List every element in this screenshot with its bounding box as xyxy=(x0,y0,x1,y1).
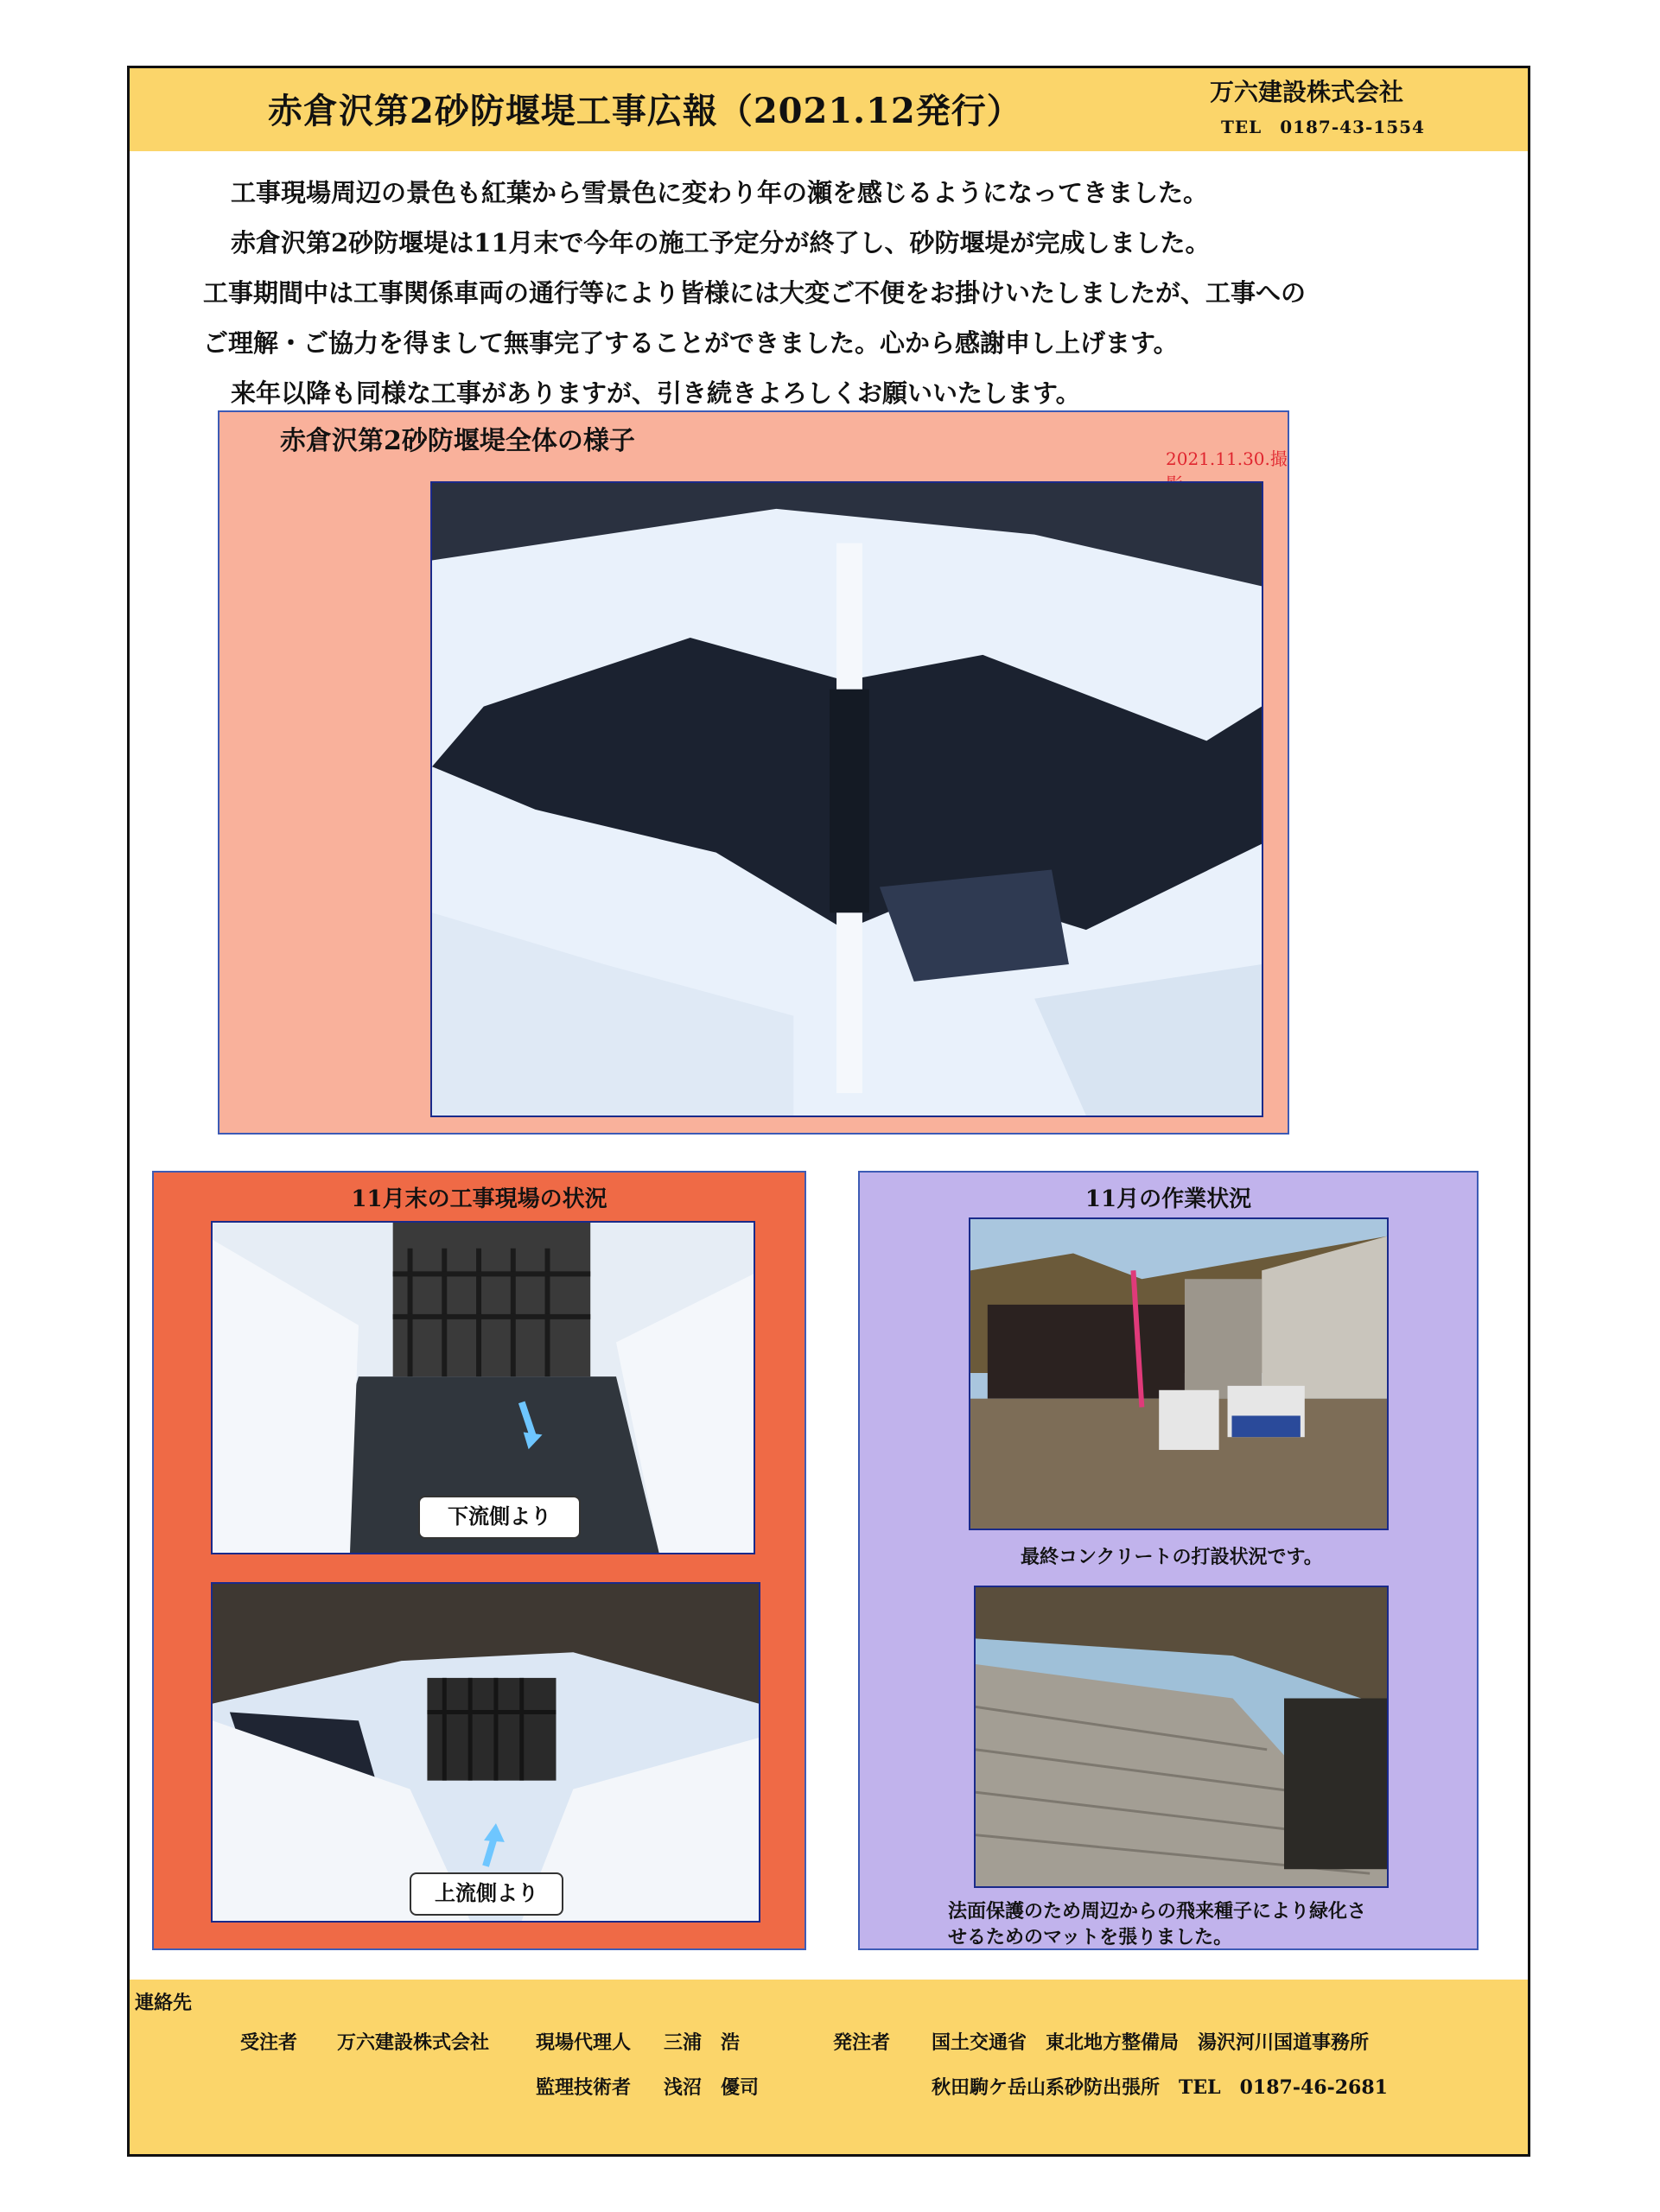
panel-title-site: 11月末の工事現場の状況 xyxy=(351,1186,607,1212)
client-label: 発注者 xyxy=(833,2031,891,2054)
contact-footer xyxy=(130,1980,1528,2154)
engineer-label: 監理技術者 xyxy=(536,2076,632,2099)
page-title: 赤倉沢第2砂防堰堤工事広報（2021.12発行） xyxy=(268,91,1022,131)
work-status-panel xyxy=(858,1171,1479,1950)
concrete-pouring-photo xyxy=(969,1217,1389,1530)
caption-mat-line2: せるためのマットを張りました。 xyxy=(948,1926,1233,1948)
slope-mat-photo xyxy=(974,1586,1389,1888)
intro-line: 赤倉沢第2砂防堰堤は11月末で今年の施工予定分が終了し、砂防堰堤が完成しました。 xyxy=(231,228,1211,257)
header-band xyxy=(130,68,1528,151)
contractor-label: 受注者 xyxy=(240,2031,298,2054)
contact-label: 連絡先 xyxy=(135,1992,193,2014)
caption-concrete: 最終コンクリートの打設状況です。 xyxy=(1021,1546,1323,1568)
label-downstream: 下流側より xyxy=(418,1496,581,1539)
client-org: 国土交通省 東北地方整備局 湯沢河川国道事務所 xyxy=(932,2031,1370,2054)
intro-text xyxy=(203,168,1465,418)
contractor-name: 万六建設株式会社 xyxy=(337,2031,490,2054)
overall-title: 赤倉沢第2砂防堰堤全体の様子 xyxy=(280,426,635,456)
upstream-photo xyxy=(211,1582,760,1923)
photo-date: 2021.11.30.撮 xyxy=(1166,448,1288,469)
caption-mat-line1: 法面保護のため周辺からの飛来種子により緑化さ xyxy=(948,1900,1367,1923)
overall-section xyxy=(218,410,1289,1135)
site-status-panel xyxy=(152,1171,806,1950)
intro-line: 来年以降も同様な工事がありますが、引き続きよろしくお願いいたします。 xyxy=(231,378,1081,408)
newsletter-page xyxy=(127,66,1530,2157)
intro-line: ご理解・ご協力を得まして無事完了することができました。心から感謝申し上げます。 xyxy=(203,328,1179,358)
site-agent-name: 三浦 浩 xyxy=(664,2031,741,2054)
engineer-name: 浅沼 優司 xyxy=(664,2076,760,2099)
intro-line: 工事期間中は工事関係車両の通行等により皆様には大変ご不便をお掛けいたしましたが、工事への xyxy=(203,278,1307,308)
company-name: 万六建設株式会社 xyxy=(1210,78,1404,106)
client-office: 秋田駒ケ岳山系砂防出張所 TEL 0187-46-2681 xyxy=(932,2076,1388,2099)
panel-title-work: 11月の作業状況 xyxy=(1084,1186,1252,1212)
site-agent-label: 現場代理人 xyxy=(536,2031,632,2054)
company-tel: TEL 0187-43-1554 xyxy=(1221,117,1425,137)
aerial-dam-photo xyxy=(430,481,1263,1117)
intro-line: 工事現場周辺の景色も紅葉から雪景色に変わり年の瀬を感じるようになってきました。 xyxy=(231,178,1209,207)
label-upstream: 上流側より xyxy=(410,1872,563,1916)
